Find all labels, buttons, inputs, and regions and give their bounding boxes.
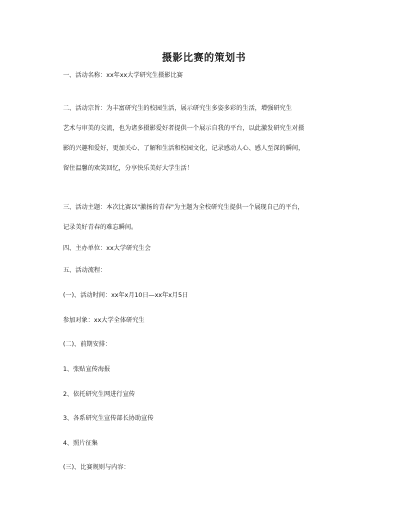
purpose-line: 影的兴趣和爱好，更加关心、了解和生活和校园文化，记录感动人心、感人至深的瞬间， (63, 145, 305, 152)
purpose-line: 艺术与审美的交流，也为诸多摄影爱好者提供一个展示自我的平台，以此激发研究生对摄 (63, 125, 305, 132)
section-process: 五、活动流程： (63, 267, 107, 274)
purpose-line: 留住温馨的欢笑回忆，分享快乐美好大学生活！ (63, 165, 193, 172)
section-theme (63, 198, 363, 238)
rules-content: (三)、比赛规则与内容： (63, 464, 130, 471)
step-posters: 1、张贴宣传海报 (63, 366, 111, 373)
activity-time: (一)、活动时间：xx年x月10日—xx年x月5日 (63, 292, 189, 299)
step-website: 2、依托研究生网进行宣传 (63, 391, 135, 398)
section-activity-name: 一、活动名称：xx年xx大学研究生摄影比赛 (63, 72, 183, 79)
theme-line: 三、活动主题：本次比赛以"激扬的青春"为主题为全校研究生提供一个展现自己的平台， (63, 204, 304, 211)
step-department: 3、各系研究生宣传部长协助宣传 (63, 415, 154, 422)
section-purpose (63, 99, 363, 179)
theme-line: 记录美好青春的难忘瞬间。 (63, 224, 138, 231)
purpose-line: 二、活动宗旨：为丰富研究生的校园生活，展示研究生多姿多彩的生活，增强研究生 (63, 105, 292, 112)
section-organizer: 四、主办单位：xx大学研究生会 (63, 245, 151, 252)
document-title: 摄影比赛的策划书 (162, 53, 246, 64)
participants: 参加对象：xx大学全体研究生 (63, 317, 145, 324)
step-photo-collection: 4、照片征集 (63, 440, 98, 447)
pre-arrangement: (二)、前期安排： (63, 341, 112, 348)
